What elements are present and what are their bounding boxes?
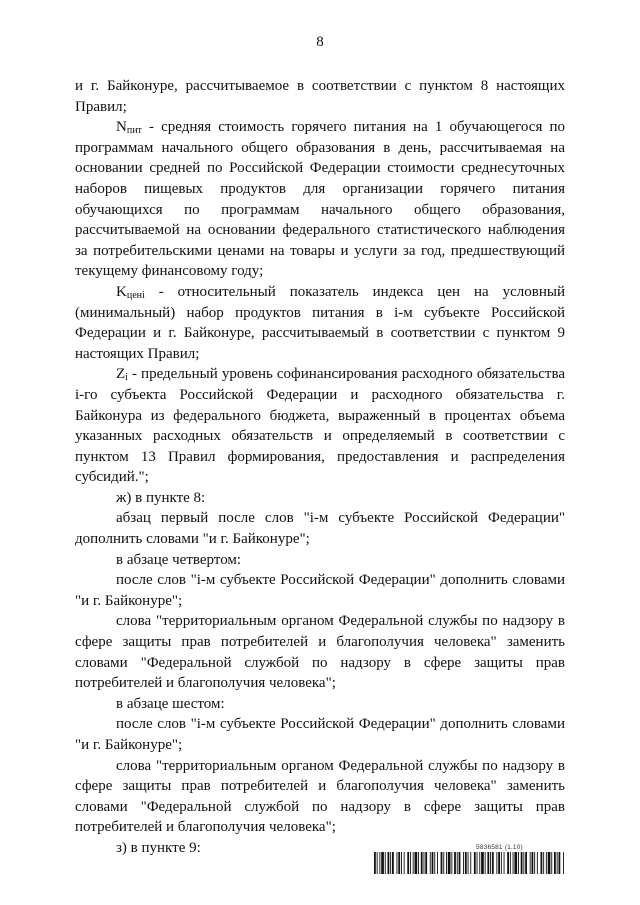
formula-term-z-i: $Z_i$ - предельный уровень софинансирования расходного обязательства i-го субъекта Российской Федерации и расходного обязательства г. Байконура из федерального бюджета, выраженный в процентах объема указанных расходных обязательств и определяемый в соответствии с пунктом 13 Правил формирования, предоставления и распределения субсидий.";: [75, 366, 565, 486]
page-number: 8: [316, 34, 324, 50]
paragraph: после слов "i-м субъекте Российской Федерации" дополнить словами "и г. Байконуре";: [75, 716, 565, 753]
formula-term-k-ceni: $K_{цені}$ - относительный показатель индекса цен на условный (минимальный) набор продуктов питания в i-м субъекте Российской Федерации и г. Байконуре, рассчитываемый в соответствии с пунктом 9 настоящих Правил;: [75, 283, 565, 362]
barcode: [374, 852, 564, 874]
paragraph: слова "территориальным органом Федеральной службы по надзору в сфере защиты прав потребителей и благополучия человека" заменить словами "Федеральной службой по надзору в сфере защиты прав потребителей и благополучия человека";: [75, 613, 565, 692]
paragraph: в абзаце шестом:: [116, 695, 225, 712]
variable-symbol: $K_{цені}$: [116, 283, 145, 301]
paragraph: после слов "i-м субъекте Российской Федерации" дополнить словами "и г. Байконуре";: [75, 572, 565, 609]
paragraph: ж) в пункте 8:: [116, 489, 206, 506]
paragraph: абзац первый после слов "i-м субъекте Российской Федерации" дополнить словами "и г. Байконуре";: [75, 510, 565, 548]
paragraph: в абзаце четвертом:: [116, 551, 242, 568]
document-body: [75, 76, 565, 859]
variable-symbol: $N_{пит}$: [116, 119, 142, 137]
variable-symbol: $Z_i$: [116, 366, 128, 384]
paragraph: слова "территориальным органом Федеральной службы по надзору в сфере защиты прав потребителей и благополучия человека" заменить словами "Федеральной службой по надзору в сфере защиты прав потребителей и благополучия человека";: [75, 757, 565, 836]
paragraph: з) в пункте 9:: [116, 839, 201, 856]
formula-term-n-pit: $N_{пит}$ - средняя стоимость горячего питания на 1 обучающегося по программам начального общего образования в день, рассчитываемая на основании средней по Российской Федерации стоимости среднесуточных наборов пищевых продуктов для организации горячего питания обучающихся по программам начального общего образования, рассчитываемой на основании федерального статистического наблюдения за потребительскими ценами на товары и услуги за год, предшествующий текущему финансовому году;: [75, 119, 565, 280]
document-code: 5836581 (1.10): [476, 844, 523, 851]
paragraph: и г. Байконуре, рассчитываемое в соответствии с пунктом 8 настоящих Правил;: [75, 78, 565, 115]
